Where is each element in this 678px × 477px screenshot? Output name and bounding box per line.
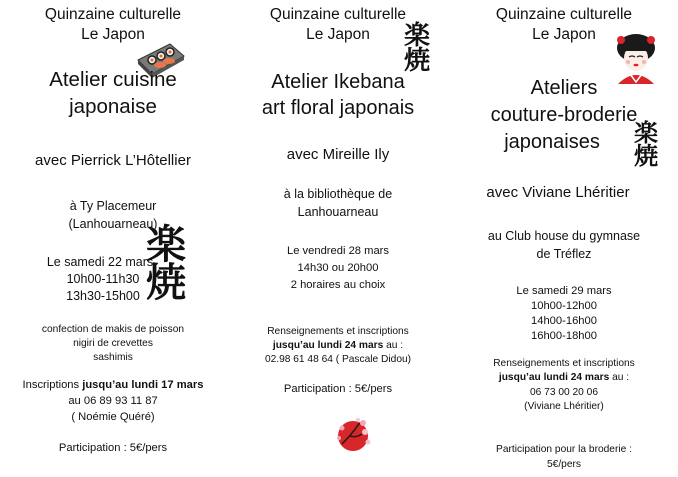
desc-line1: confection de makis de poisson xyxy=(41,324,185,335)
time-slot-2: 13h30-15h00 xyxy=(66,289,140,303)
flyer-ikebana xyxy=(226,0,450,477)
title-line1: Atelier cuisine xyxy=(49,68,177,91)
title-line2: art floral japonais xyxy=(261,97,415,119)
raku-yaki-kanji: 楽 焼 xyxy=(404,21,431,76)
phone-number: 02.98 61 48 64 ( Pascale Didou) xyxy=(264,354,412,365)
time-slot-1: 10h00-12h00 xyxy=(531,300,597,312)
raku-yaki-kanji: 楽 焼 xyxy=(634,118,658,170)
title-line1: Atelier Ikebana xyxy=(271,71,405,93)
flyer-couture xyxy=(450,0,678,477)
header-line1: Quinzaine culturelle xyxy=(269,6,407,23)
title-line1: Ateliers xyxy=(530,77,598,99)
place-line2: (Lanhouarneau) xyxy=(68,217,158,231)
title-line3: japonaises xyxy=(504,131,600,153)
raku-yaki-kanji: 楽 焼 xyxy=(146,221,186,306)
participation-price: Participation : 5€/pers xyxy=(58,442,168,454)
header-line2: Le Japon xyxy=(532,26,596,43)
time-slot-2: 14h00-16h00 xyxy=(531,315,597,327)
event-date: Le samedi 22 mars xyxy=(46,255,154,269)
info-line2: jusqu’au lundi 24 mars au : xyxy=(272,340,404,351)
phone-number: 06 73 00 20 06 xyxy=(530,387,598,398)
header-line2: Le Japon xyxy=(306,26,370,43)
flyer-cuisine xyxy=(0,0,226,477)
time-slots: 14h30 ou 20h00 xyxy=(297,262,379,274)
host-name: avec Viviane Lhéritier xyxy=(486,184,630,201)
event-date: Le samedi 29 mars xyxy=(516,285,612,297)
place-line2: de Tréflez xyxy=(536,247,592,261)
participation-price-line2: 5€/pers xyxy=(547,459,581,470)
participation-price: Participation : 5€/pers xyxy=(283,383,393,395)
place-line1: à Ty Placemeur xyxy=(69,199,157,213)
info-line2: jusqu’au lundi 24 mars au : xyxy=(498,372,630,383)
info-line1: Renseignements et inscriptions xyxy=(493,358,635,369)
host-name: avec Mireille Ily xyxy=(286,146,390,163)
header-line2: Le Japon xyxy=(81,26,145,43)
participation-price-line1: Participation pour la broderie : xyxy=(496,444,632,455)
time-slot-3: 16h00-18h00 xyxy=(531,330,597,342)
place-line1: au Club house du gymnase xyxy=(487,229,641,243)
title-line2: japonaise xyxy=(69,95,157,118)
desc-line3: sashimis xyxy=(93,352,133,363)
header-line1: Quinzaine culturelle xyxy=(495,6,633,23)
time-choice: 2 horaires au choix xyxy=(290,279,386,291)
desc-line2: nigiri de crevettes xyxy=(73,338,153,349)
place-line1: à la bibliothèque de xyxy=(283,187,393,201)
time-slot-1: 10h00-11h30 xyxy=(66,272,140,286)
event-date: Le vendredi 28 mars xyxy=(287,245,389,257)
header-line1: Quinzaine culturelle xyxy=(44,6,182,23)
info-line1: Renseignements et inscriptions xyxy=(267,326,409,337)
inscriptions-line: Inscriptions jusqu’au lundi 17 mars xyxy=(22,379,204,391)
cherry-blossom-circle-icon xyxy=(332,414,374,456)
title-line2: couture-broderie xyxy=(490,104,638,126)
contact-name: (Viviane Lhéritier) xyxy=(524,401,604,412)
contact-name: ( Noémie Quéré) xyxy=(71,411,155,423)
place-line2: Lanhouarneau xyxy=(297,205,379,219)
host-name: avec Pierrick L’Hôtellier xyxy=(35,152,191,169)
phone-number: au 06 89 93 11 87 xyxy=(68,395,158,407)
